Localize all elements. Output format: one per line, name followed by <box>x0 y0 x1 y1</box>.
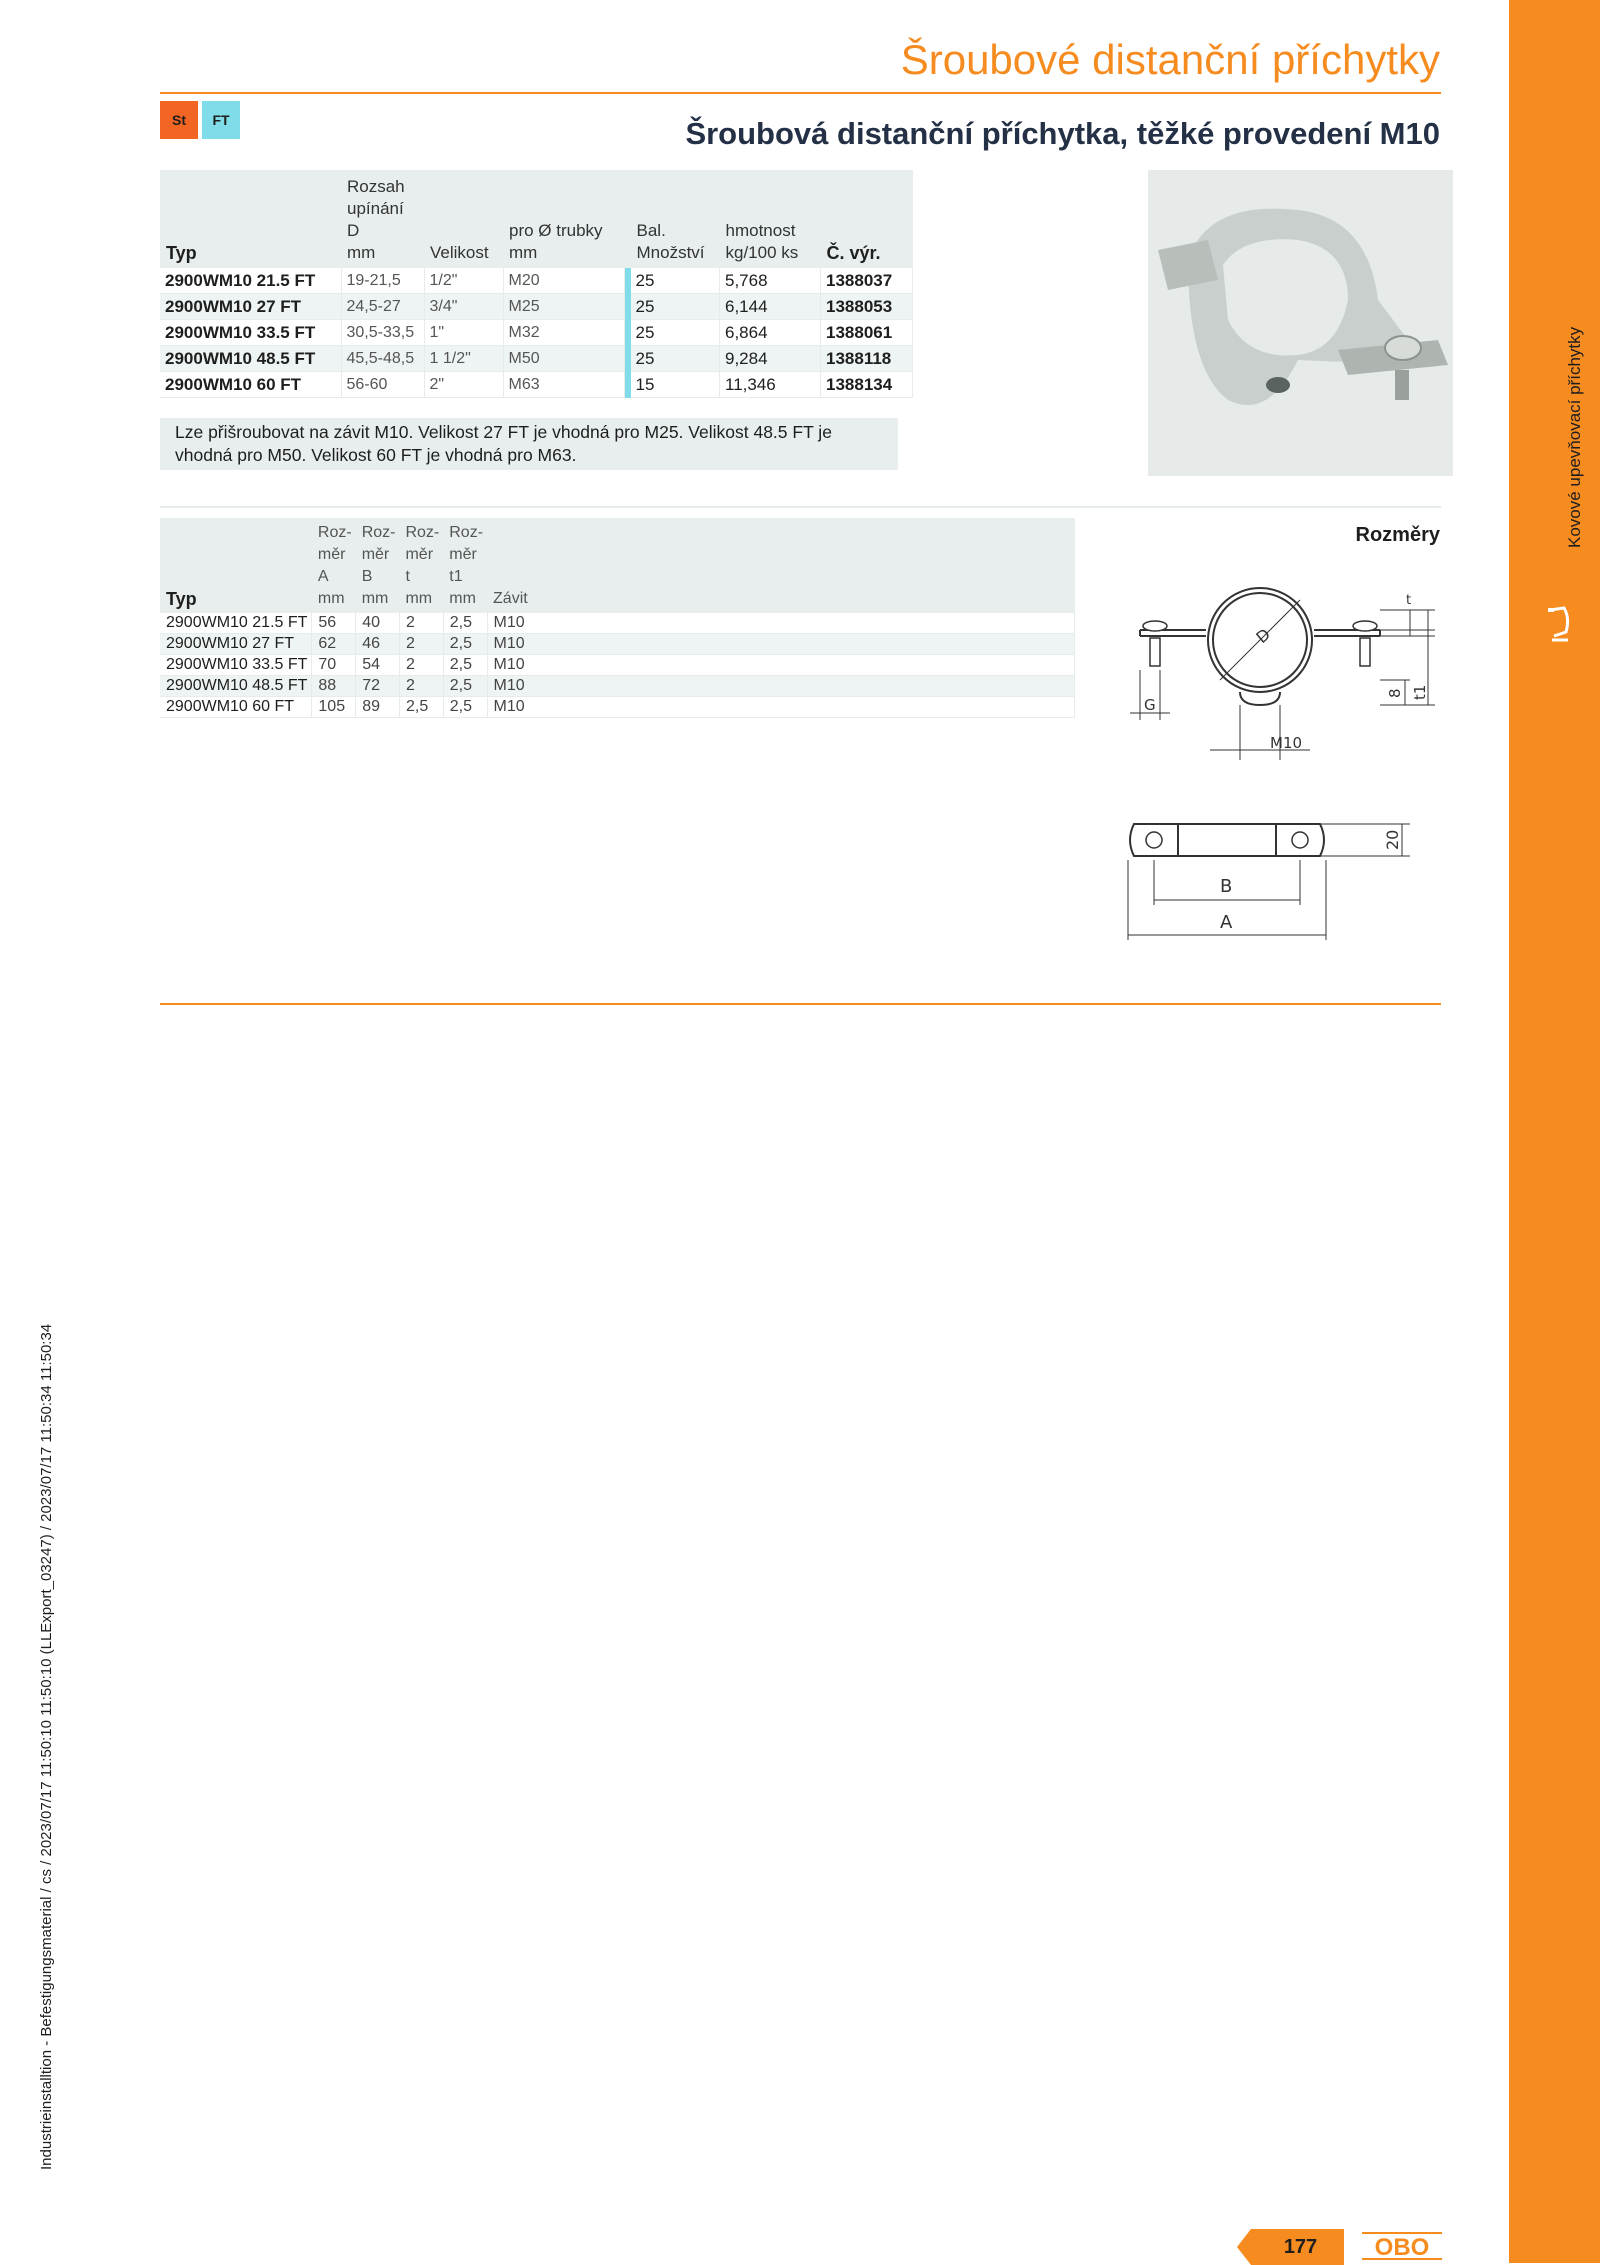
header-thread: Závit <box>487 518 1074 613</box>
product-title: Šroubová distanční příchytka, těžké provedení M10 <box>685 116 1440 151</box>
table-row: 2900WM10 60 FT 105 89 2,5 2,5 M10 <box>160 697 1075 718</box>
finish-badge: FT <box>202 101 240 139</box>
header-t1: Roz- měr t1 mm <box>443 518 487 613</box>
ordering-table <box>160 170 913 398</box>
dim-g: G <box>1144 696 1156 714</box>
table-row: 2900WM10 21.5 FT 56 40 2 2,5 M10 <box>160 613 1075 634</box>
ordering-table-header <box>160 170 913 268</box>
header-a: Roz- měr A mm <box>312 518 356 613</box>
table-row: 2900WM10 27 FT 24,5-27 3/4" M25 25 6,144 1388053 <box>160 294 913 320</box>
material-badge: St <box>160 101 198 139</box>
header-typ: Typ <box>160 170 341 268</box>
table-row: 2900WM10 48.5 FT 45,5-48,5 1 1/2" M50 25 9,284 1388118 <box>160 346 913 372</box>
dim-t1: t1 <box>1411 684 1429 700</box>
side-tab-label: Kovové upevňovací příchytky <box>1565 326 1584 548</box>
header-range: Rozsah upínání D mm <box>341 170 424 268</box>
table-row: 2900WM10 60 FT 56-60 2" M63 15 11,346 1388134 <box>160 372 913 398</box>
top-view-drawing <box>1120 810 1440 960</box>
table-row: 2900WM10 48.5 FT 88 72 2 2,5 M10 <box>160 676 1075 697</box>
product-note: Lze přišroubovat na závit M10. Velikost 27 FT je vhodná pro M25. Velikost 48.5 FT je vhodná pro M50. Velikost 60 FT je vhodná pro M63. <box>160 418 898 470</box>
dimensions-title: Rozměry <box>1355 524 1440 546</box>
header-weight: hmotnost kg/100 ks <box>720 170 821 268</box>
table-row: 2900WM10 33.5 FT 70 54 2 2,5 M10 <box>160 655 1075 676</box>
header-pipe: pro Ø trubky mm <box>503 170 624 268</box>
page-number: 177 <box>1283 2235 1318 2258</box>
dimensions-table-header <box>160 518 1075 613</box>
print-footer: Industrieinstalltion - Befestigungsmaterial / cs / 2023/07/17 11:50:10 11:50:10 (LLExport_03247) / 2023/07/17 11:50:34 11:50:34 <box>38 1323 55 2170</box>
page-title: Šroubové distanční příchytky <box>900 36 1440 83</box>
header-typ: Typ <box>160 518 312 613</box>
obo-logo <box>1362 2230 1442 2262</box>
table-row: 2900WM10 33.5 FT 30,5-33,5 1" M32 25 6,864 1388061 <box>160 320 913 346</box>
table-row: 2900WM10 27 FT 62 46 2 2,5 M10 <box>160 634 1075 655</box>
side-tab <box>1509 0 1600 2263</box>
dim-d: D <box>1252 624 1275 648</box>
side-view-drawing <box>1110 570 1440 770</box>
header-qty: Bal. Množství <box>631 170 720 268</box>
dim-8: 8 <box>1386 688 1404 698</box>
table-row: 2900WM10 21.5 FT 19-21,5 1/2" M20 25 5,768 1388037 <box>160 268 913 294</box>
section-divider <box>160 506 1441 508</box>
header-art: Č. výr. <box>821 170 913 268</box>
dim-b: B <box>1220 876 1233 897</box>
svg-text:OBO: OBO <box>1374 2234 1430 2261</box>
header-divider <box>160 92 1441 94</box>
dim-a: A <box>1220 912 1233 933</box>
header-t: Roz- měr t mm <box>399 518 443 613</box>
dim-t: t <box>1406 593 1412 608</box>
clamp-icon <box>1546 604 1572 648</box>
header-size: Velikost <box>424 170 503 268</box>
section-end-divider <box>160 1003 1441 1005</box>
dim-m10: M10 <box>1270 734 1303 752</box>
dimensions-table <box>160 518 1075 718</box>
product-photo <box>1148 170 1453 476</box>
dim-20: 20 <box>1383 829 1402 850</box>
header-b: Roz- měr B mm <box>356 518 400 613</box>
